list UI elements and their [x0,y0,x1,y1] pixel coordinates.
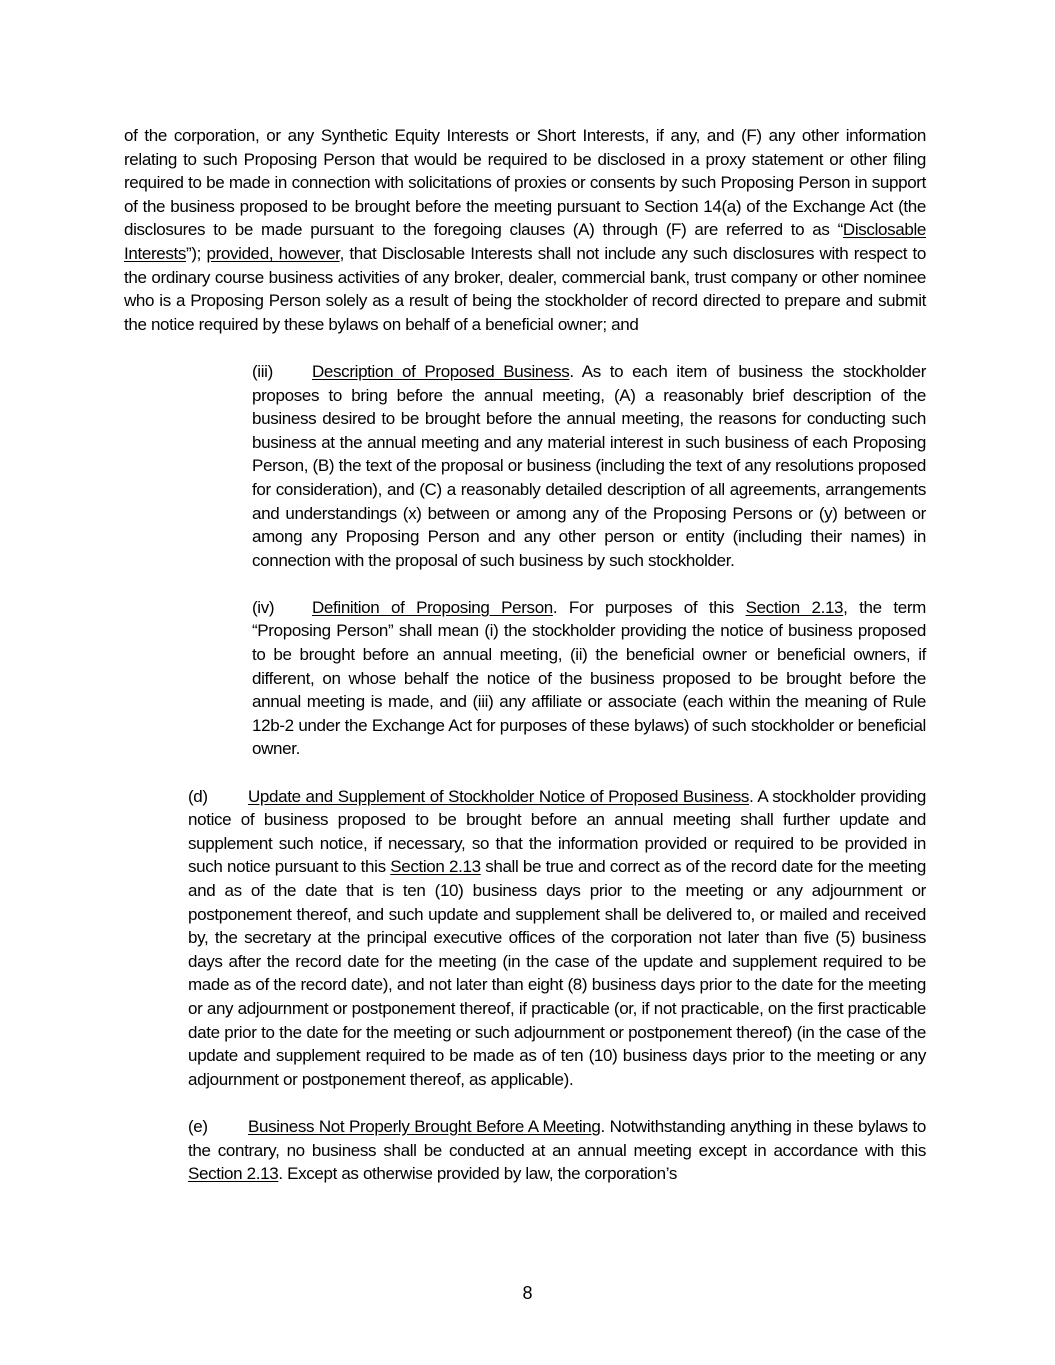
clause-heading: Description of Proposed Business [312,361,570,381]
page-number: 8 [522,1283,533,1303]
paragraph-disclosable-interests [124,124,926,336]
paragraph-business-not-properly-brought [124,1115,926,1186]
provided-however-term: provided, however [206,243,340,263]
paragraph-text: shall be true and correct as of the record date for the meeting and as of the date that is ten (10) business days prior to the meeting or any adjournment or postponement thereof, and such update and supplement shall be delivered to, or mailed and received by, the secretary at the principal executive offices of the corporation not later than five (5) business days after the record date for the meeting (in the case of the update and supplement required to be made as of the record date), and not later than eight (8) business days prior to the date for the meeting or any adjournment or postponement thereof, if practicable (or, if not practicable, on the first practicable date prior to the date for the meeting or such adjournment or postponement thereof) (in the case of the update and supplement required to be made as of ten (10) business days prior to the meeting or any adjournment or postponement thereof, as applicable). [188,857,926,1089]
section-reference: Section 2.13 [745,597,844,617]
paragraph-text: . Notwithstanding anything in these bylaws to the contrary, no business shall be conducted at an annual meeting except in accordance with this [188,1116,926,1160]
clause-heading: Business Not Properly Brought Before A Meeting [248,1116,601,1136]
section-reference: Section 2.13 [390,857,481,877]
paragraph-text: . For purposes of this [552,597,746,617]
clause-number: (e) [188,1116,208,1136]
paragraph-text: , that Disclosable Interests shall not include any such disclosures with respect to the ordinary course business activities of any broker, dealer, commercial bank, trust company or other nominee who is a Proposing Person solely as a result of being the stockholder of record directed to prepare and submit the notice required by these bylaws on behalf of a beneficial owner; and [124,243,926,334]
paragraph-text: , the term “Proposing Person” shall mean (i) the stockholder providing the notice of business proposed to be brought before an annual meeting, (ii) the beneficial owner or beneficial owners, if different, on whose behalf the notice of the business proposed to be brought before the annual meeting is made, and (iii) any affiliate or associate (each within the meaning of Rule 12b-2 under the Exchange Act for purposes of these bylaws) of such stockholder or beneficial owner. [252,597,926,759]
clause-heading: Definition of Proposing Person [312,597,553,617]
paragraph-text: of the corporation, or any Synthetic Equity Interests or Short Interests, if any, and (F) any other information relating to such Proposing Person that would be required to be disclosed in a proxy statement or other filing required to be made in connection with solicitations of proxies or consents by such Proposing Person in support of the business proposed to be brought before the meeting pursuant to Section 14(a) of the Exchange Act (the disclosures to be made pursuant to the foregoing clauses (A) through (F) are referred to as “ [124,126,926,240]
clause-number: (iii) [252,361,273,381]
clause-heading: Update and Supplement of Stockholder Notice of Proposed Business [248,786,750,806]
paragraph-text: ”); [186,243,207,263]
paragraph-text: . Except as otherwise provided by law, the corporation’s [278,1164,678,1184]
clause-number: (d) [188,786,208,806]
section-reference: Section 2.13 [188,1164,279,1184]
paragraph-text: . A stockholder providing notice of business proposed to be brought before an annual meeting shall further update and supplement such notice, if necessary, so that the information provided or required to be provided in such notice pursuant to this [188,786,926,877]
defined-term-disclosable-interests: Disclosable Interests [124,220,926,263]
clause-number: (iv) [252,597,275,617]
paragraph-update-and-supplement [124,785,926,1092]
paragraph-definition-of-proposing-person [124,596,926,761]
paragraph-text: . As to each item of business the stockholder proposes to bring before the annual meeting, (A) a reasonably brief description of the business desired to be brought before the annual meeting, the reasons for conducting such business at the annual meeting and any material interest in such business of each Proposing Person, (B) the text of the proposal or business (including the text of any resolutions proposed for consideration), and (C) a reasonably detailed description of all agreements, arrangements and understandings (x) between or among any of the Proposing Persons or (y) between or among any Proposing Person and any other person or entity (including their names) in connection with the proposal of such business by such stockholder. [252,361,927,570]
document-body [124,124,926,1209]
paragraph-description-of-proposed-business [124,360,926,572]
